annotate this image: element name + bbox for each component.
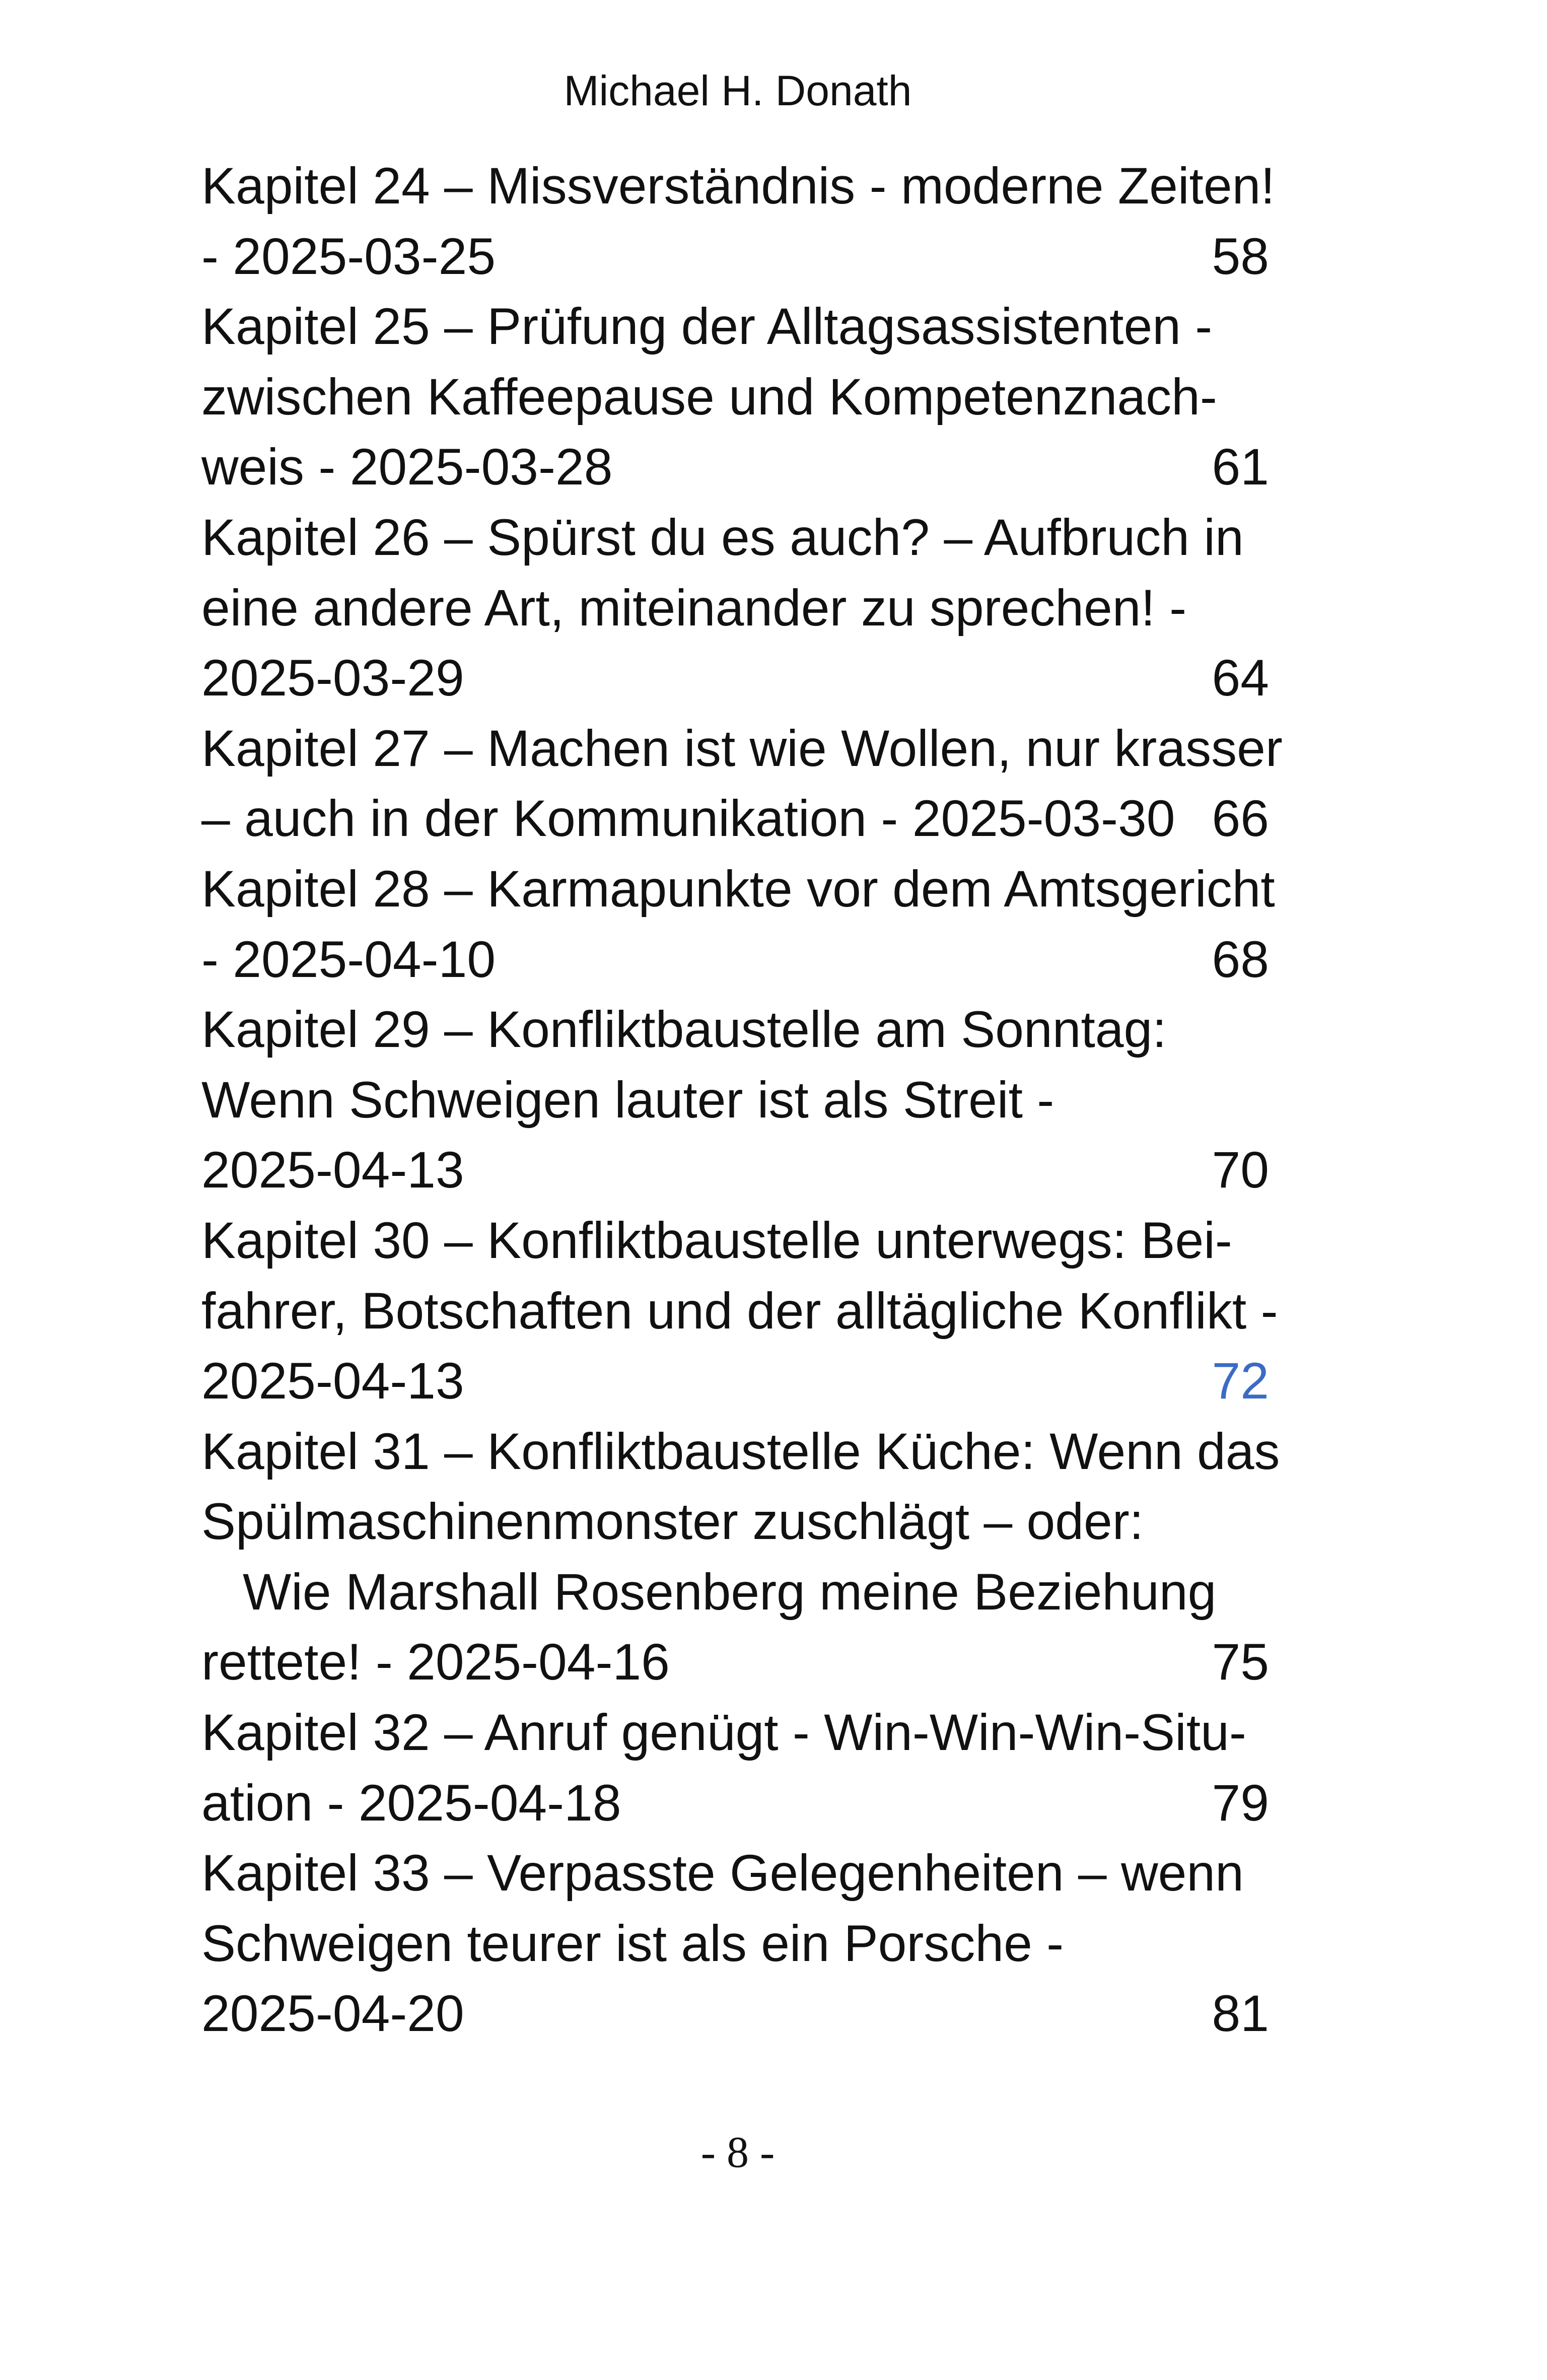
toc-entry-text: Wie Marshall Rosenberg meine Beziehung: [243, 1563, 1217, 1621]
toc-line[interactable]: [201, 1627, 1269, 1698]
toc-line[interactable]: [201, 1135, 1269, 1206]
toc-entry-text: - 2025-04-10: [201, 930, 496, 988]
toc-page-number[interactable]: 79: [1212, 1774, 1269, 1832]
toc-line: [201, 362, 1269, 433]
toc-line[interactable]: [201, 925, 1269, 995]
toc-line: [201, 1276, 1278, 1347]
table-of-contents: [201, 151, 1283, 2049]
toc-page-number[interactable]: 68: [1212, 930, 1269, 988]
toc-line: [201, 1838, 1269, 1909]
toc-page-number[interactable]: 70: [1212, 1141, 1269, 1199]
toc-line: [201, 714, 1283, 784]
toc-page-number[interactable]: 66: [1212, 790, 1269, 848]
toc-page-number[interactable]: 81: [1212, 1985, 1269, 2043]
toc-line[interactable]: [201, 222, 1269, 292]
toc-line: [201, 1417, 1280, 1487]
toc-line: [201, 995, 1269, 1065]
toc-entry-text: – auch in der Kommunikation - 2025-03-30: [201, 790, 1175, 848]
toc-entry-text: Kapitel 33 – Verpasste Gelegenheiten – wenn: [201, 1844, 1244, 1902]
toc-entry-text: Kapitel 31 – Konfliktbaustelle Küche: Wenn das: [201, 1422, 1280, 1480]
running-header-author: Michael H. Donath: [564, 67, 912, 114]
toc-line: [201, 1698, 1269, 1768]
toc-entry-text: rettete! - 2025-04-16: [201, 1633, 670, 1691]
toc-entry-text: Wenn Schweigen lauter ist als Streit -: [201, 1071, 1054, 1129]
toc-page-number[interactable]: 61: [1212, 438, 1269, 496]
toc-entry-text: Spülmaschinenmonster zuschlägt – oder:: [201, 1493, 1144, 1551]
toc-line[interactable]: [201, 1768, 1269, 1839]
toc-page-number[interactable]: 75: [1212, 1633, 1269, 1691]
toc-entry-text: zwischen Kaffeepause und Kompetenznach-: [201, 368, 1217, 426]
toc-entry-text: Kapitel 32 – Anruf genügt - Win-Win-Win-Situ-: [201, 1704, 1246, 1762]
toc-line: [201, 1909, 1269, 1979]
toc-page-link[interactable]: 72: [1212, 1352, 1269, 1410]
toc-line: [201, 1206, 1269, 1276]
toc-line: [201, 292, 1269, 362]
toc-line: [201, 854, 1275, 925]
page-number: - 8 -: [700, 2128, 775, 2177]
toc-entry-text: - 2025-03-25: [201, 227, 496, 285]
toc-entry-text: 2025-04-20: [201, 1985, 464, 2043]
toc-entry-text: 2025-04-13: [201, 1141, 464, 1199]
toc-entry-text: fahrer, Botschaften und der alltägliche Konflikt -: [201, 1282, 1278, 1340]
toc-line[interactable]: [201, 784, 1269, 854]
toc-page-number[interactable]: 58: [1212, 227, 1269, 285]
toc-entry-text: ation - 2025-04-18: [201, 1774, 621, 1832]
toc-entry-text: Schweigen teurer ist als ein Porsche -: [201, 1914, 1064, 1972]
toc-entry-text: Kapitel 25 – Prüfung der Alltagsassistenten -: [201, 298, 1213, 356]
toc-line: [201, 151, 1275, 222]
toc-entry-text: Kapitel 29 – Konfliktbaustelle am Sonntag:: [201, 1001, 1167, 1059]
toc-entry-text: Kapitel 24 – Missverständnis - moderne Zeiten!: [201, 157, 1275, 215]
toc-entry-text: Kapitel 27 – Machen ist wie Wollen, nur krasser: [201, 719, 1283, 777]
toc-entry-text: Kapitel 30 – Konfliktbaustelle unterwegs: Bei-: [201, 1211, 1232, 1269]
toc-entry-text: 2025-04-13: [201, 1352, 464, 1410]
toc-line: [201, 573, 1269, 644]
toc-line: [201, 1487, 1269, 1557]
toc-line[interactable]: [201, 643, 1269, 714]
toc-entry-text: weis - 2025-03-28: [201, 438, 613, 496]
toc-entry-text: Kapitel 28 – Karmapunkte vor dem Amtsgericht: [201, 860, 1275, 918]
toc-line[interactable]: [201, 432, 1269, 503]
toc-line[interactable]: [201, 1346, 1269, 1417]
toc-line: [201, 1065, 1269, 1136]
toc-page-number[interactable]: 64: [1212, 649, 1269, 707]
toc-line: [201, 1557, 1269, 1628]
toc-entry-text: eine andere Art, miteinander zu sprechen! -: [201, 579, 1187, 637]
toc-line[interactable]: [201, 1979, 1269, 2049]
toc-line: [201, 503, 1269, 573]
toc-entry-text: 2025-03-29: [201, 649, 464, 707]
toc-entry-text: Kapitel 26 – Spürst du es auch? – Aufbruch in: [201, 508, 1244, 566]
